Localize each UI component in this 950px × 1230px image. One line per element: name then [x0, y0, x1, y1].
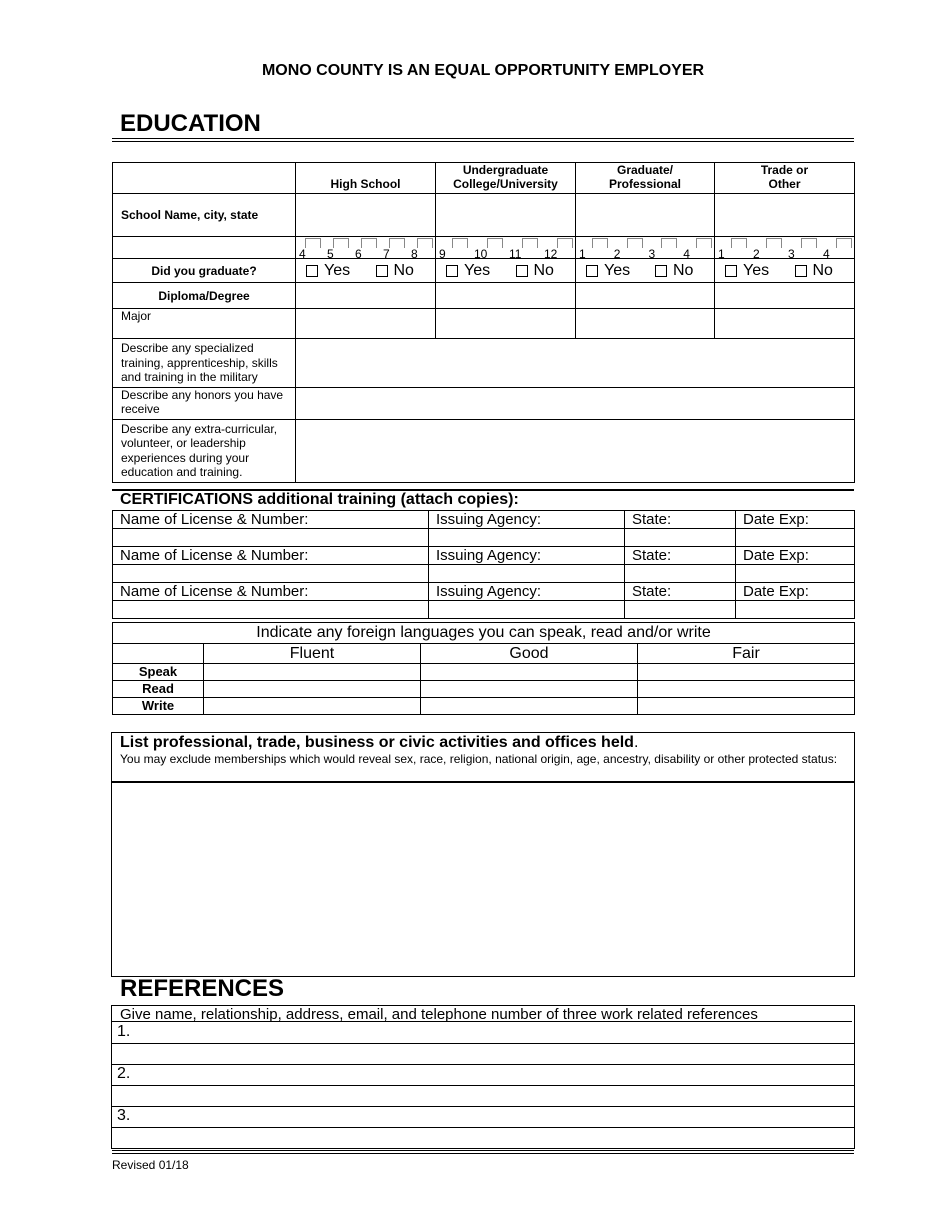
agency-label: Issuing Agency: [429, 547, 625, 565]
activities-title: List professional, trade, business or civic activities and offices held. [120, 734, 639, 751]
col-trade: Trade or Other [715, 163, 855, 194]
education-corner-cell [113, 163, 296, 194]
agency-label: Issuing Agency: [429, 511, 625, 529]
language-field[interactable] [638, 681, 855, 698]
major-label: Major [113, 309, 296, 339]
date-exp-field[interactable] [736, 601, 855, 619]
no-checkbox[interactable]: No [506, 262, 576, 280]
reference-1-label-row: 1. [112, 1023, 854, 1044]
activities-header-box [111, 732, 855, 783]
language-field[interactable] [421, 664, 638, 681]
state-field[interactable] [625, 565, 736, 583]
footer-divider [112, 1150, 854, 1154]
state-field[interactable] [625, 529, 736, 547]
activities-field[interactable] [111, 781, 855, 977]
language-field[interactable] [204, 664, 421, 681]
graduate-years: 1 2 3 4 [576, 237, 715, 259]
years-label-cell [113, 237, 296, 259]
col-graduate: Graduate/ Professional [576, 163, 715, 194]
reference-3-label-row: 3. [112, 1107, 854, 1128]
honors-label: Describe any honors you have receive [113, 387, 296, 419]
no-checkbox[interactable]: No [785, 262, 855, 280]
license-label: Name of License & Number: [113, 583, 429, 601]
major-field[interactable] [436, 309, 576, 339]
language-field[interactable] [204, 698, 421, 715]
agency-field[interactable] [429, 529, 625, 547]
language-field[interactable] [421, 681, 638, 698]
reference-1-field[interactable] [112, 1044, 854, 1065]
major-field[interactable] [296, 309, 436, 339]
diploma-field[interactable] [296, 283, 436, 309]
date-exp-label: Date Exp: [736, 547, 855, 565]
undergraduate-years: 9 10 11 12 [436, 237, 576, 259]
eeo-header: MONO COUNTY IS AN EQUAL OPPORTUNITY EMPLOYER [261, 62, 705, 79]
languages-title: Indicate any foreign languages you can speak, read and/or write [113, 623, 855, 644]
state-field[interactable] [625, 601, 736, 619]
reference-2-field[interactable] [112, 1086, 854, 1107]
language-field[interactable] [638, 698, 855, 715]
reference-2-label-row: 2. [112, 1065, 854, 1086]
graduate-name-field[interactable] [576, 194, 715, 237]
level-good: Good [421, 644, 638, 664]
high-school-years: 4 5 6 7 8 [296, 237, 436, 259]
revision-note: Revised 01/18 [112, 1158, 189, 1172]
no-checkbox[interactable]: No [366, 262, 436, 280]
graduate-question-label: Did you graduate? [113, 259, 296, 283]
yes-checkbox[interactable]: Yes [436, 262, 506, 280]
diploma-field[interactable] [576, 283, 715, 309]
license-label: Name of License & Number: [113, 511, 429, 529]
diploma-field[interactable] [715, 283, 855, 309]
certifications-table [112, 510, 855, 619]
specialized-training-field[interactable] [296, 339, 855, 388]
skill-speak: Speak [113, 664, 204, 681]
language-field[interactable] [638, 664, 855, 681]
trade-name-field[interactable] [715, 194, 855, 237]
diploma-field[interactable] [436, 283, 576, 309]
date-exp-label: Date Exp: [736, 583, 855, 601]
license-label: Name of License & Number: [113, 547, 429, 565]
activities-note: You may exclude memberships which would reveal sex, race, religion, national origin, age, ancestry, disability or other protected status: [120, 752, 838, 766]
state-label: State: [625, 583, 736, 601]
yes-checkbox[interactable]: Yes [715, 262, 785, 280]
education-table [112, 162, 855, 483]
agency-label: Issuing Agency: [429, 583, 625, 601]
trade-years: 1 2 3 4 [715, 237, 855, 259]
major-field[interactable] [576, 309, 715, 339]
yes-checkbox[interactable]: Yes [296, 262, 366, 280]
undergraduate-name-field[interactable] [436, 194, 576, 237]
reference-3-field[interactable] [112, 1128, 854, 1146]
languages-table [112, 622, 855, 715]
high-school-name-field[interactable] [296, 194, 436, 237]
references-title: REFERENCES [120, 975, 285, 1002]
agency-field[interactable] [429, 565, 625, 583]
diploma-label: Diploma/Degree [113, 283, 296, 309]
license-field[interactable] [113, 601, 429, 619]
languages-corner [113, 644, 204, 664]
education-divider [112, 138, 854, 142]
school-name-label: School Name, city, state [113, 194, 296, 237]
agency-field[interactable] [429, 601, 625, 619]
skill-read: Read [113, 681, 204, 698]
no-checkbox[interactable]: No [645, 262, 714, 280]
date-exp-label: Date Exp: [736, 511, 855, 529]
col-high-school: High School [296, 163, 436, 194]
extracurricular-label: Describe any extra-curricular, volunteer, or leadership experiences during your education and training. [113, 419, 296, 482]
language-field[interactable] [204, 681, 421, 698]
state-label: State: [625, 547, 736, 565]
extracurricular-field[interactable] [296, 419, 855, 482]
education-title: EDUCATION [120, 110, 261, 137]
date-exp-field[interactable] [736, 565, 855, 583]
honors-field[interactable] [296, 387, 855, 419]
major-field[interactable] [715, 309, 855, 339]
license-field[interactable] [113, 565, 429, 583]
skill-write: Write [113, 698, 204, 715]
references-instructions: Give name, relationship, address, email, and telephone number of three work related references [120, 1006, 758, 1023]
state-label: State: [625, 511, 736, 529]
language-field[interactable] [421, 698, 638, 715]
yes-checkbox[interactable]: Yes [576, 262, 645, 280]
col-undergraduate: Undergraduate College/University [436, 163, 576, 194]
specialized-training-label: Describe any specialized training, apprenticeship, skills and training in the military [113, 339, 296, 388]
license-field[interactable] [113, 529, 429, 547]
level-fair: Fair [638, 644, 855, 664]
certifications-title: CERTIFICATIONS additional training (attach copies): [120, 491, 519, 508]
date-exp-field[interactable] [736, 529, 855, 547]
level-fluent: Fluent [204, 644, 421, 664]
